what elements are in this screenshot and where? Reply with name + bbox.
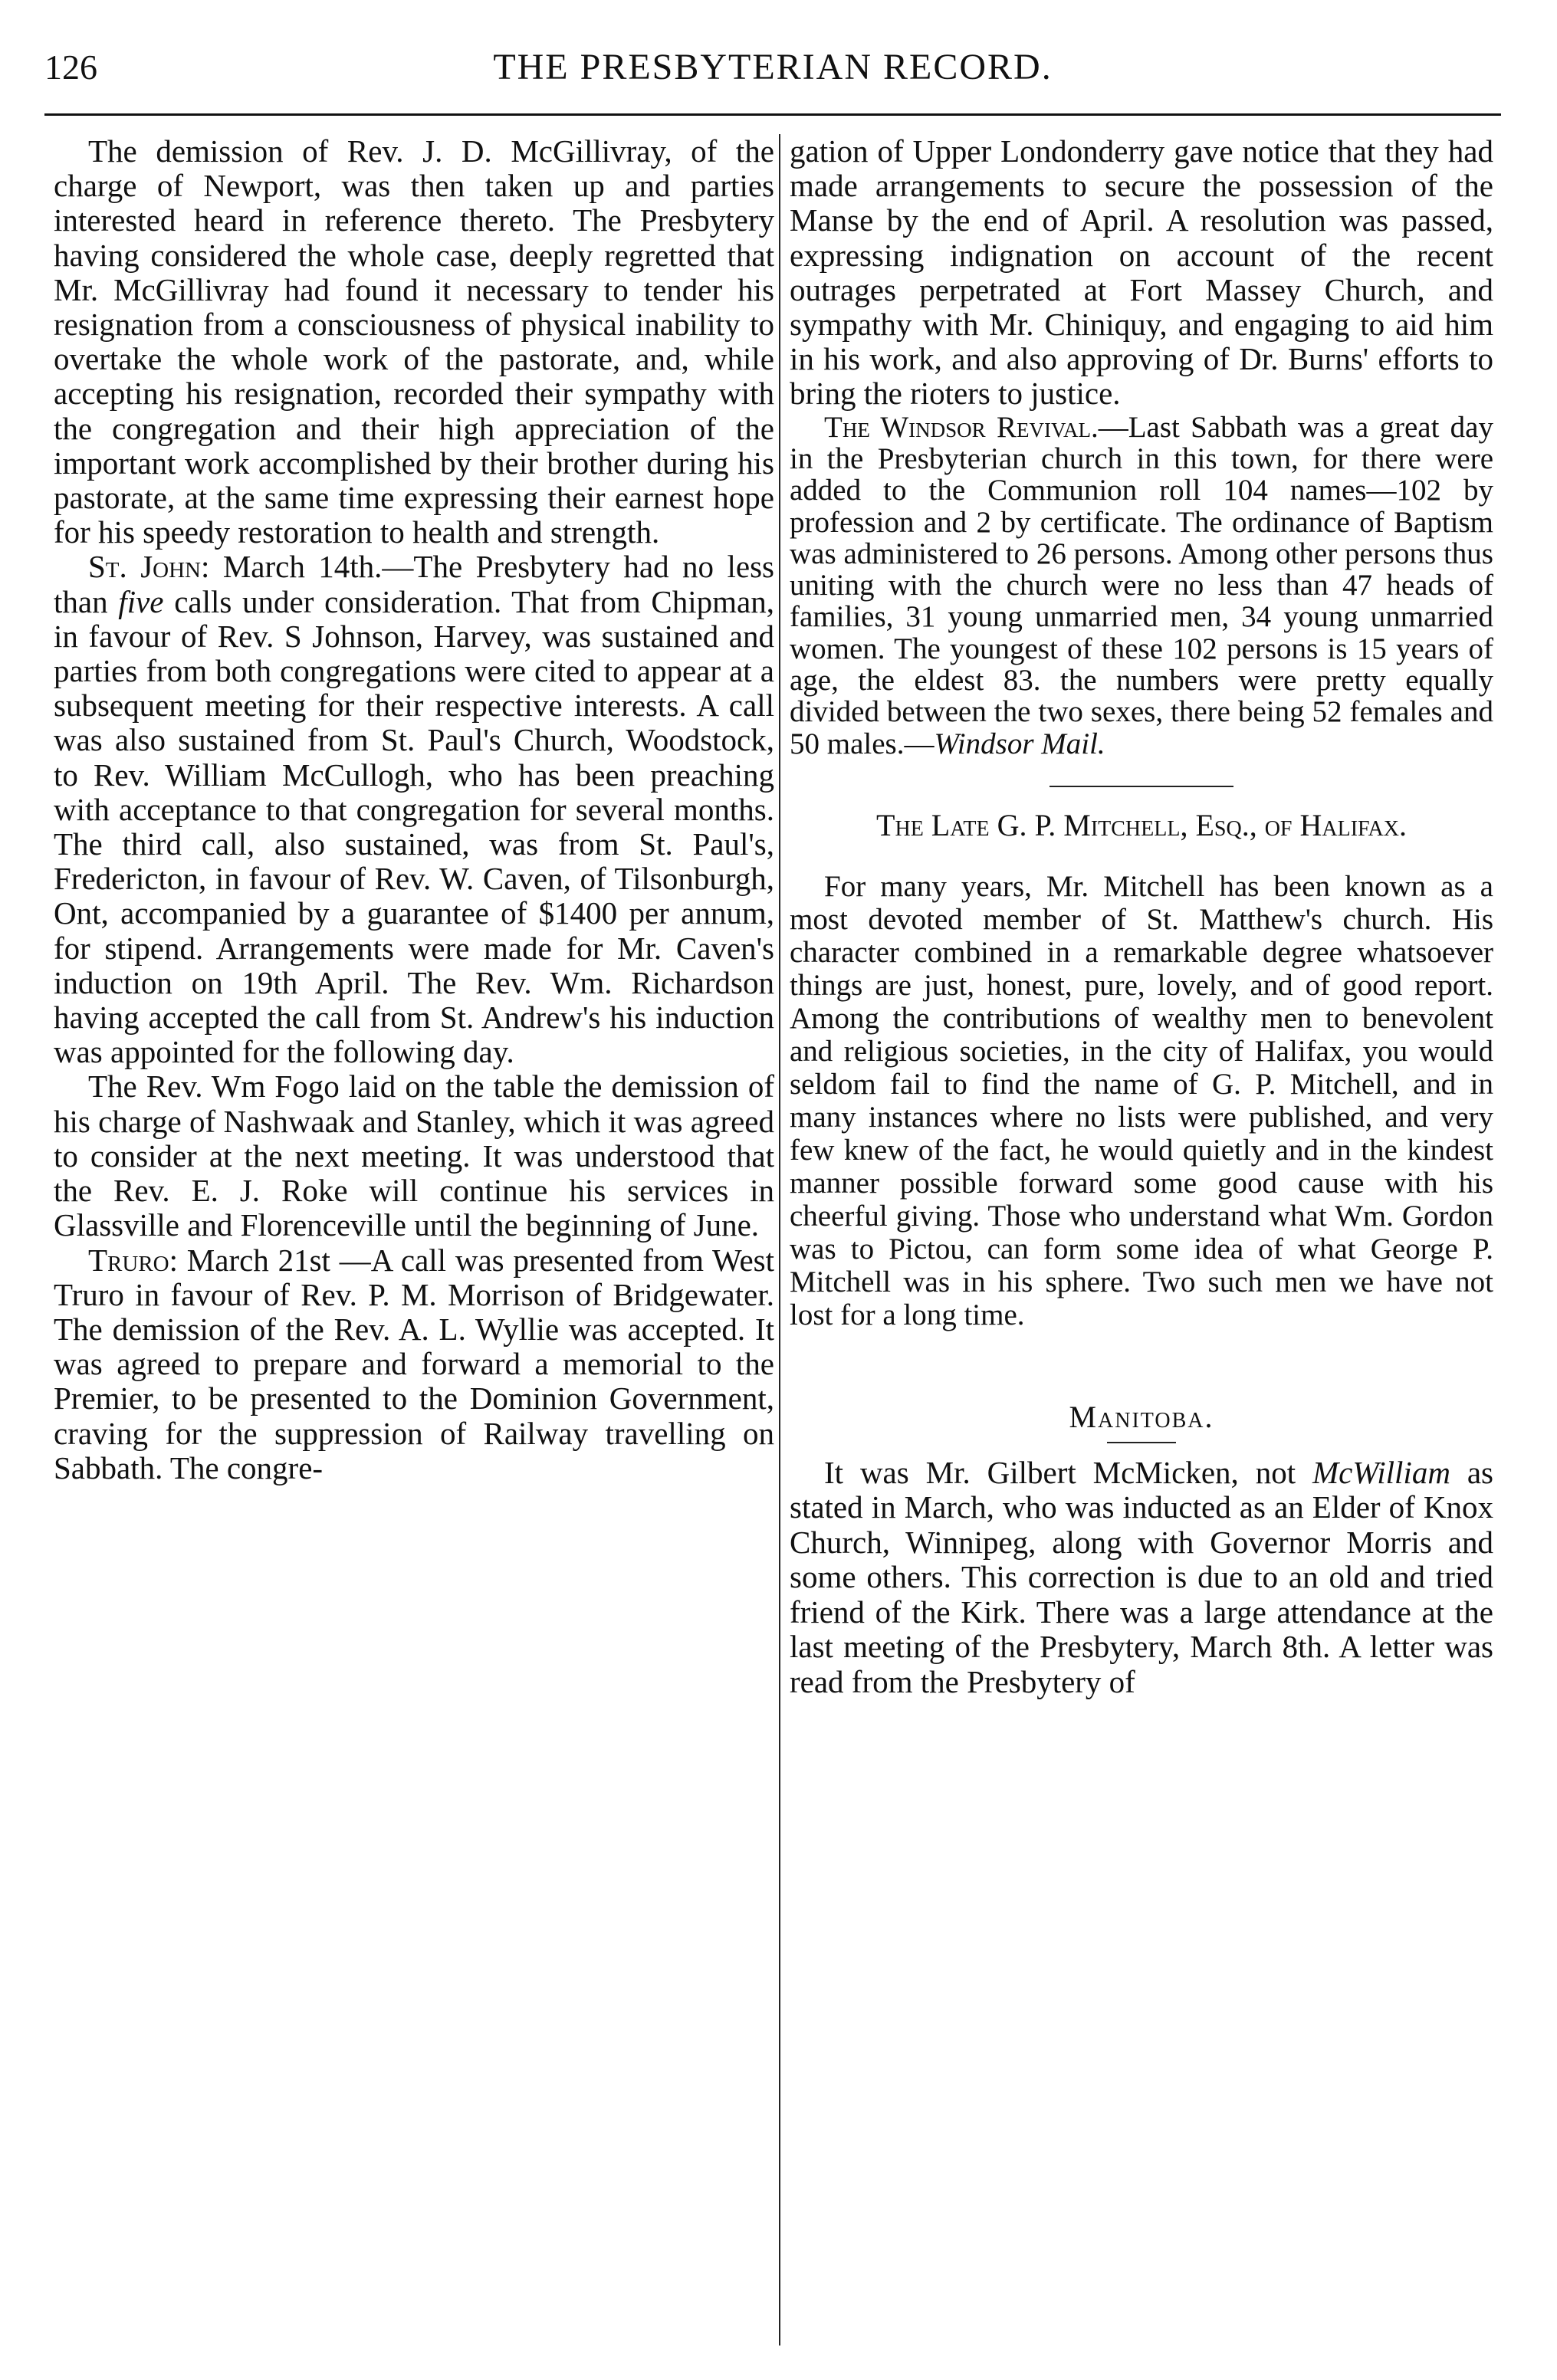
mitchell-paragraph: For many years, Mr. Mitchell has been known as a most devoted member of St. Matthew's church. His character combined in a remarkable degree whatsoever things are just, honest, pure, lovely, and of good report. Among the contributions of wealthy men to benevolent and religious societies, in the city of Halifax, you would seldom fail to find the name of G. P. Mitchell, and in many instances where no lists were published, and very few knew of the fact, he would quietly and in the kindest manner possible forward some good cause with his cheerful giving. Those who understand what Wm. Gordon was to Pictou, can form some idea of what George P. Mitchell was in his sphere. Two such men we have not lost for a long time. <box>790 869 1493 1331</box>
st-john-text-b: calls under consideration. That from Chipman, in favour of Rev. S Johnson, Harvey, was sustained and parties from both congregations were cited to appear at a subsequent meeting for their respective interests. A call was also sustained from St. Paul's Church, Woodstock, to Rev. William McCullogh, who has been preaching with acceptance to that congregation for several months. The third call, also sustained, was from St. Paul's, Fredericton, in favour of Rev. W. Caven, of Tilsonburgh, Ont, accompanied by a guarantee of $1400 per annum, for stipend. Arrangements were made for Mr. Caven's induction on 19th April. The Rev. Wm. Richardson having accepted the call from St. Andrew's his induction was appointed for the following day. <box>54 583 774 1070</box>
running-head: THE PRESBYTERIAN RECORD. <box>493 47 1053 87</box>
manitoba-rule <box>1107 1442 1176 1443</box>
fogo-paragraph: The Rev. Wm Fogo laid on the table the demission of his charge of Nashwaak and Stanley, which it was agreed to consider at the next meeting. It was understood that the Rev. E. J. Roke will continue his services in Glassville and Florenceville until the beginning of June. <box>54 1069 774 1243</box>
st-john-paragraph <box>54 550 774 1069</box>
column-divider <box>779 134 780 2346</box>
st-john-text-a: : March 14th.—The Presbytery had no less than <box>54 549 774 619</box>
manitoba-emphasis: McWilliam <box>1312 1454 1450 1490</box>
page-header <box>44 44 1501 106</box>
manitoba-paragraph <box>790 1456 1493 1700</box>
truro-paragraph <box>54 1243 774 1485</box>
truro-text: : March 21st —A call was presented from West Truro in favour of Rev. P. M. Morrison of Bridgewater. The demission of the Rev. A. L. Wyllie was accepted. It was agreed to prepare and forward a memorial to the Premier, to be presented to the Dominion Government, craving for the suppression of Railway travelling on Sabbath. The congre- <box>54 1242 774 1485</box>
left-column <box>54 134 774 1485</box>
truro-lead: Truro <box>88 1242 169 1278</box>
section-rule <box>1049 786 1233 787</box>
header-rule <box>44 113 1501 116</box>
windsor-revival-text: —Last Sabbath was a great day in the Presbyterian church in this town, for there were added to the Communion roll 104 names—102 by profession and 2 by certificate. The ordinance of Baptism was administered to 26 persons. Among other persons thus uniting with the church were no less than 47 heads of families, 31 young unmarried men, 34 young unmarried women. The youngest of these 102 persons is 15 years of age, the eldest 83. the numbers were pretty equally divided between the two sexes, there being 52 females and 50 males.— <box>790 410 1493 760</box>
mcgillivray-paragraph: The demission of Rev. J. D. McGillivray, of the charge of Newport, was then taken up and parties interested heard in reference thereto. The Presbytery having considered the whole case, deeply regretted that Mr. McGillivray had found it necessary to tender his resignation from a consciousness of physical inability to overtake the whole work of the pastorate, and, while accepting his resignation, recorded their sympathy with the congregation and their high appreciation of the important work accomplished by their brother during his pastorate, at the same time expressing their earnest hope for his speedy restoration to health and strength. <box>54 133 774 550</box>
windsor-revival-lead: The Windsor Revival. <box>824 410 1099 444</box>
windsor-mail-source: Windsor Mail. <box>934 727 1105 760</box>
windsor-revival-paragraph <box>790 412 1493 760</box>
right-column <box>790 134 1493 1699</box>
londonderry-paragraph: gation of Upper Londonderry gave notice that they had made arrangements to secure the possession of the Manse by the end of April. A resolution was passed, expressing indignation on account of the recent outrages perpetrated at Fort Massey Church, and sympathy with Mr. Chiniquy, and engaging to aid him in his work, and also approving of Dr. Burns' efforts to bring the rioters to justice. <box>790 133 1493 412</box>
page-number: 126 <box>44 48 97 87</box>
manitoba-heading: Manitoba. <box>1069 1399 1214 1434</box>
st-john-emphasis: five <box>118 583 164 619</box>
st-john-lead: St. John <box>88 549 201 585</box>
manitoba-text-b: as stated in March, who was inducted as an Elder of Knox Church, Winnipeg, along with Governor Morris and some others. This correction is due to an old and tried friend of the Kirk. There was a large attendance at the last meeting of the Presbytery, March 8th. A letter was read from the Presbytery of <box>790 1454 1493 1699</box>
manitoba-text-a: It was Mr. Gilbert McMicken, not <box>824 1454 1313 1490</box>
mitchell-heading: The Late G. P. Mitchell, Esq., of Halifax. <box>876 807 1407 842</box>
